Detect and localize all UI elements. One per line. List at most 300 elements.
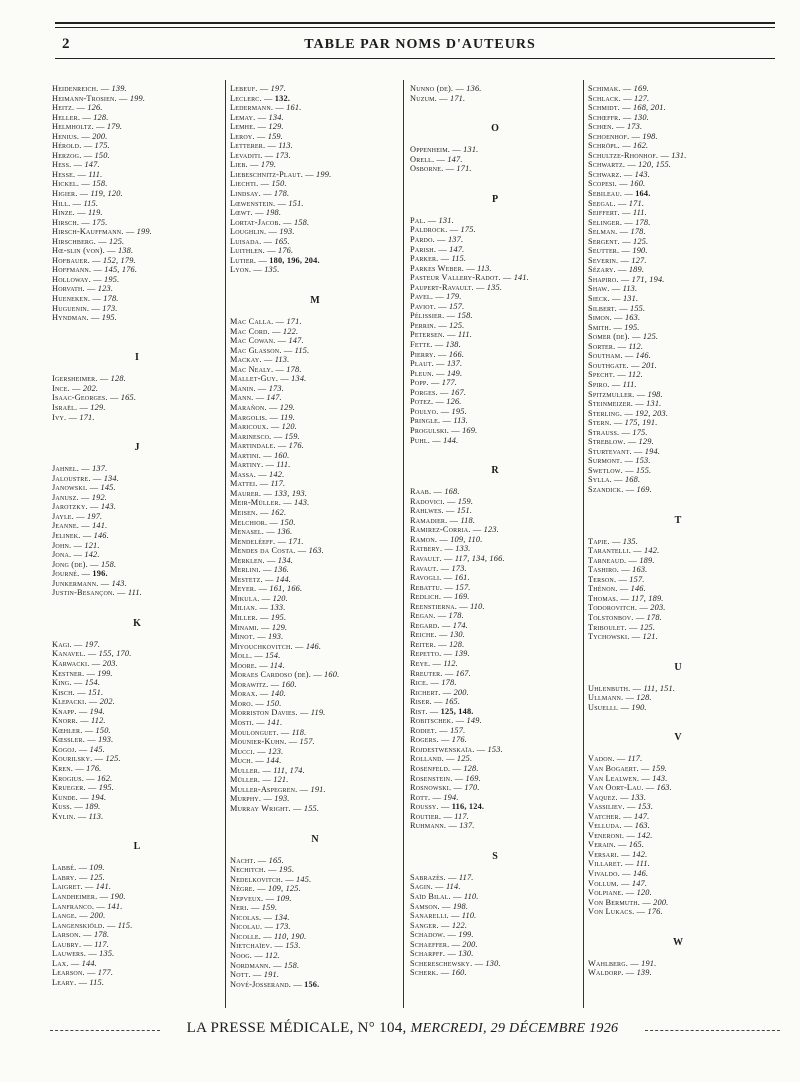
page-refs: 176. [647, 907, 663, 917]
index-entry [410, 764, 580, 774]
index-entry [230, 489, 400, 499]
author-name: Liebeschnitz-Plaut. — [230, 169, 317, 179]
page-refs: 119. [310, 708, 326, 718]
page-refs: 149. [446, 368, 463, 378]
page-refs: 157. [450, 725, 466, 735]
index-column-3 [410, 84, 580, 978]
page-refs: 167. [455, 668, 471, 678]
author-name: Schlack. — [588, 93, 635, 103]
author-name: Nordmann. — [230, 960, 284, 970]
author-name: Surmont. — [588, 456, 636, 466]
index-entry [52, 237, 222, 247]
page-refs: 110. [463, 892, 479, 902]
page-refs: 160. [274, 450, 290, 460]
page-refs: 111, 174. [273, 765, 305, 775]
page-refs: 151. [288, 198, 304, 208]
author-name: Veneroni. — [588, 830, 638, 840]
page-refs: 117. [627, 754, 643, 764]
index-entry [410, 949, 580, 959]
author-name: Villaret. — [588, 859, 636, 869]
index-entry [52, 579, 222, 589]
index-entry [410, 640, 580, 650]
section-spacer [52, 821, 222, 840]
author-name: Lemhe. — [230, 122, 269, 132]
author-name: Strauss. — [588, 427, 633, 437]
page-refs: 134. [268, 112, 284, 122]
author-name: Schœffr. — [588, 112, 634, 122]
author-name: Martini. — [230, 450, 275, 460]
author-name: Kœssler. — [52, 735, 99, 745]
page-refs: 176. [288, 441, 304, 451]
author-name: Neri. — [230, 903, 262, 913]
index-entry [588, 466, 768, 476]
page-refs: 137. [459, 821, 475, 831]
page-refs: 113. [622, 284, 638, 294]
author-name: Specht. — [588, 370, 629, 380]
index-entry [230, 932, 400, 942]
page-refs: 190. [632, 246, 648, 256]
page-refs: 137. [447, 235, 464, 245]
author-name: Martindale. — [230, 441, 289, 451]
page-refs: 125. [105, 754, 121, 764]
author-name: Hoffmann. — [52, 265, 105, 275]
page-refs: 144. [81, 958, 97, 968]
page-refs: 134. [274, 912, 290, 922]
author-name: Rist. — [410, 706, 441, 716]
index-entry [230, 179, 400, 189]
author-name: Regard. — [410, 620, 453, 630]
page-refs: 129. [638, 437, 654, 447]
author-name: Schröpl. — [588, 141, 634, 151]
page-refs: 158. [92, 179, 108, 189]
page-refs: 174. [452, 620, 469, 630]
index-entry [52, 764, 222, 774]
page-refs: 141. [92, 521, 108, 531]
page-refs: 200. [92, 131, 108, 141]
author-name: Rolland. — [410, 754, 457, 764]
author-name: Routier. — [410, 811, 455, 821]
page-refs: 136. [466, 84, 482, 93]
index-entry [588, 103, 768, 113]
index-entry [230, 199, 400, 209]
index-entry [230, 103, 400, 113]
author-name: Mendes da Costa. — [230, 546, 309, 556]
index-entry [52, 393, 222, 403]
page-refs: 125. [639, 622, 656, 632]
author-name: Martiny. — [230, 460, 277, 470]
author-name: Nunno (de). — [410, 84, 467, 93]
page-refs: 202. [99, 697, 116, 707]
index-entry [410, 911, 580, 921]
page-refs: 146. [632, 869, 649, 879]
author-name: Hyndman. — [52, 313, 102, 323]
index-entry [230, 922, 400, 932]
author-name: Hesse. — [52, 169, 89, 179]
author-name: Journé. — [52, 569, 93, 579]
index-entry [588, 256, 768, 266]
page-refs: 147. [631, 878, 648, 888]
index-entry [410, 688, 580, 698]
page-refs: 157. [629, 574, 645, 584]
index-entry [410, 882, 580, 892]
page-refs: 178. [630, 227, 646, 237]
index-entry [230, 374, 400, 384]
page-refs: 158. [100, 559, 117, 569]
page-refs: 143. [100, 502, 117, 512]
page-refs: 164. [635, 189, 651, 199]
author-name: Vassiliev. — [588, 802, 638, 812]
index-entry [410, 292, 580, 302]
author-name: Manin. — [230, 383, 269, 393]
page-refs: 180, 196, 204. [269, 255, 320, 265]
index-entry [230, 460, 400, 470]
index-entry [230, 775, 400, 785]
index-entry [410, 84, 580, 94]
index-entry [52, 716, 222, 726]
index-entry [230, 132, 400, 142]
index-entry [410, 697, 580, 707]
index-entry [52, 863, 222, 873]
index-entry [410, 388, 580, 398]
author-name: Loughlin. — [230, 227, 280, 237]
index-entry [230, 94, 400, 104]
index-entry [52, 707, 222, 717]
page-refs: 173. [451, 563, 467, 573]
index-entry [52, 502, 222, 512]
index-entry [52, 802, 222, 812]
page-refs: 113. [274, 355, 290, 365]
section-spacer [588, 745, 768, 754]
page-refs: 129. [271, 622, 288, 632]
author-name: Lange. — [52, 911, 91, 921]
index-entry [230, 594, 400, 604]
index-entry [588, 850, 768, 860]
index-entry [52, 930, 222, 940]
author-name: Krogius. — [52, 773, 98, 783]
author-name: Sorter. — [588, 341, 629, 351]
author-name: Wahlberg. — [588, 958, 642, 968]
index-entry [410, 793, 580, 803]
index-entry [230, 961, 400, 971]
author-name: Sabrazès. — [410, 872, 459, 882]
page-refs: 157. [455, 582, 471, 592]
author-name: Nicolle. — [230, 931, 275, 941]
author-name: Pasteur Vallery-Radot. — [410, 273, 514, 283]
page-refs: 116, 124. [451, 802, 485, 812]
page-refs: 175. [92, 217, 108, 227]
index-entry [410, 216, 580, 226]
index-entry [52, 640, 222, 650]
index-entry [410, 145, 580, 155]
index-entry [230, 84, 400, 94]
index-entry [230, 218, 400, 228]
index-entry [588, 361, 768, 371]
index-entry [410, 745, 580, 755]
index-entry [52, 256, 222, 266]
author-name: Paldrock. — [410, 225, 461, 235]
author-name: Knorr. — [52, 716, 91, 726]
index-entry [588, 603, 768, 613]
page-refs: 111. [127, 588, 142, 598]
index-entry [588, 613, 768, 623]
page-refs: 141. [95, 882, 112, 892]
author-name: Miller. — [230, 612, 271, 622]
page-refs: 150. [271, 179, 287, 189]
author-name: Mackay. — [230, 355, 275, 365]
author-name: Vaquez. — [588, 792, 631, 802]
index-entry [230, 689, 400, 699]
page-refs: 125. [89, 872, 106, 882]
author-name: Tarneaud. — [588, 555, 640, 565]
section-letter: O [491, 123, 499, 135]
author-name: Schœn. — [588, 122, 627, 132]
author-name: Hofbauer. — [52, 255, 103, 265]
author-name: Nacht. — [230, 855, 269, 865]
author-name: Nicolau. — [230, 922, 276, 932]
page-refs: 117, 134, 166. [454, 553, 505, 563]
author-name: Hérold. — [52, 141, 95, 151]
author-name: Rahlwes. — [410, 506, 457, 516]
column-divider [225, 80, 226, 1008]
index-entry [410, 416, 580, 426]
author-name: Mac Calla. — [230, 317, 287, 327]
page-refs: 146. [93, 530, 109, 540]
author-name: Sanger. — [410, 920, 452, 930]
index-entry [52, 793, 222, 803]
index-entry [52, 313, 222, 323]
index-entry [410, 426, 580, 436]
index-entry [52, 978, 222, 988]
page-refs: 193. [98, 735, 114, 745]
page-refs: 153. [487, 744, 503, 754]
page-refs: 200. [90, 911, 106, 921]
index-entry [410, 621, 580, 631]
author-name: Lax. — [52, 958, 82, 968]
page-refs: 190. [631, 702, 647, 712]
page-refs: 117. [454, 811, 469, 821]
page-refs: 195. [104, 274, 120, 284]
index-entry [52, 103, 222, 113]
index-entry [52, 179, 222, 189]
page-refs: 192, 203. [635, 408, 669, 418]
index-entry [588, 284, 768, 294]
index-entry [52, 697, 222, 707]
author-name: Moraes Cardoso (de). — [230, 670, 325, 680]
page-refs: 160. [630, 179, 646, 189]
index-entry [230, 766, 400, 776]
page-refs: 133, 193. [274, 488, 308, 498]
index-entry [230, 699, 400, 709]
header-top-rule [55, 22, 775, 24]
author-name: Kuss. — [52, 802, 86, 812]
author-name: Moore. — [230, 660, 271, 670]
page-refs: 120. [281, 422, 297, 432]
author-name: Schadow. — [410, 930, 459, 940]
section-spacer [230, 308, 400, 317]
index-entry [230, 451, 400, 461]
page-refs: 147. [288, 336, 304, 346]
section-spacer [410, 445, 580, 464]
author-name: Jahnel. — [52, 464, 93, 474]
page-refs: 169. [465, 773, 481, 783]
page-refs: 153. [637, 802, 654, 812]
page-refs: 198. [265, 208, 282, 218]
page-refs: 132. [274, 93, 291, 103]
page-refs: 137. [92, 464, 108, 474]
author-name: Sturtevant. — [588, 446, 645, 456]
author-name: Larson. — [52, 930, 94, 940]
page-refs: 151. [456, 506, 473, 516]
index-entry [52, 968, 222, 978]
index-entry [410, 554, 580, 564]
page-refs: 171. [456, 164, 472, 174]
author-name: Jong (de). — [52, 559, 101, 569]
author-name: Labry. — [52, 872, 90, 882]
author-name: Perrin. — [410, 320, 450, 330]
index-entry [588, 189, 768, 199]
author-name: Ravogli. — [410, 573, 455, 583]
author-name: Lieb. — [230, 160, 261, 170]
page-refs: 130. [633, 112, 650, 122]
author-name: Maurer. — [230, 488, 275, 498]
index-entry [230, 603, 400, 613]
page-refs: 120. [272, 593, 288, 603]
index-entry [230, 756, 400, 766]
index-entry [410, 630, 580, 640]
author-name: Parish. — [410, 244, 450, 254]
author-name: Merlini. — [230, 565, 274, 575]
index-entry [230, 980, 400, 990]
section-spacer [230, 813, 400, 832]
author-name: Thomas. — [588, 593, 632, 603]
author-name: Southam. — [588, 351, 636, 361]
author-name: Miyouchkovitch. — [230, 641, 306, 651]
index-entry [410, 273, 580, 283]
page-refs: 141. [513, 273, 530, 283]
author-name: Schereschewsky. — [410, 958, 486, 968]
index-entry [588, 703, 768, 713]
page-refs: 135. [622, 536, 639, 546]
section-spacer [52, 455, 222, 464]
page-refs: 150. [280, 517, 296, 527]
page-refs: 193. [268, 632, 284, 642]
author-name: Schaeffer. — [410, 939, 463, 949]
author-name: Osborne. — [410, 164, 457, 174]
page-refs: 194. [90, 792, 107, 802]
index-entry [588, 237, 768, 247]
page-refs: 125. [109, 236, 125, 246]
page-refs: 201. [641, 360, 658, 370]
index-entry [230, 584, 400, 594]
author-name: Ravaut. — [410, 563, 452, 573]
index-entry [588, 151, 768, 161]
author-name: Kourilsky. — [52, 754, 106, 764]
page-refs: 111. [632, 208, 647, 218]
index-entry [230, 642, 400, 652]
page-refs: 133. [630, 792, 647, 802]
author-name: Laigret. — [52, 882, 96, 892]
author-name: Rice. — [410, 678, 442, 688]
index-entry [410, 968, 580, 978]
index-entry [588, 879, 768, 889]
author-name: Menasel. — [230, 527, 278, 537]
author-name: Krueger. — [52, 783, 99, 793]
author-name: Southgate. — [588, 360, 642, 370]
author-name: Rreuter. — [410, 668, 456, 678]
section-spacer [52, 422, 222, 441]
page-refs: 109. [89, 863, 105, 873]
page-refs: 125. [642, 332, 659, 342]
page-refs: 129. [90, 402, 106, 412]
index-entry [230, 256, 400, 266]
author-name: Pierry. — [410, 349, 449, 359]
page-refs: 169. [633, 84, 649, 93]
index-entry [230, 208, 400, 218]
author-name: Raab. — [410, 487, 445, 497]
author-name: Meisen. — [230, 507, 271, 517]
author-name: Ruhmann. — [410, 821, 460, 831]
author-name: Sanarelli. — [410, 911, 462, 921]
section-spacer [410, 207, 580, 216]
index-entry [410, 821, 580, 831]
index-entry [230, 237, 400, 247]
index-entry [52, 745, 222, 755]
index-entry [410, 583, 580, 593]
index-entry [588, 208, 768, 218]
author-name: Nietchaïev. — [230, 941, 286, 951]
author-name: Schwartz. — [588, 160, 639, 170]
header-top-rule-thin [55, 27, 775, 28]
author-name: Potez. — [410, 397, 447, 407]
index-entry [52, 940, 222, 950]
page-refs: 112. [443, 658, 459, 668]
page-refs: 120, 155. [638, 160, 672, 170]
section-spacer [410, 174, 580, 193]
author-name: Moll. — [230, 651, 266, 661]
index-entry [230, 432, 400, 442]
author-name: Jaloustre. — [52, 473, 104, 483]
page-refs: 119, 120. [90, 189, 123, 199]
page-refs: 146. [305, 641, 322, 651]
index-entry [588, 275, 768, 285]
author-name: Nott. — [230, 970, 264, 980]
index-entry [410, 369, 580, 379]
index-entry [230, 170, 400, 180]
page-refs: 162. [270, 507, 287, 517]
page-refs: 199. [129, 93, 146, 103]
author-name: Velluda. — [588, 821, 635, 831]
author-name: Van Oort-Lau. — [588, 783, 657, 793]
page-refs: 136. [277, 527, 293, 537]
page-refs: 143. [294, 498, 310, 508]
page-refs: 114. [270, 660, 285, 670]
page-refs: 111. [276, 460, 291, 470]
author-name: Mosti. — [230, 718, 268, 727]
author-name: Richert. — [410, 687, 454, 697]
section-letter: P [491, 193, 499, 205]
index-entry [230, 856, 400, 866]
page-refs: 121. [84, 540, 100, 550]
author-name: Murray Wright. — [230, 803, 304, 813]
author-name: Swetlow. — [588, 465, 636, 475]
author-name: Fette. — [410, 340, 446, 350]
index-entry [588, 456, 768, 466]
author-name: Leroy. — [230, 131, 268, 141]
author-name: Learson. — [52, 968, 98, 978]
page-refs: 160. [324, 670, 340, 680]
author-name: Rodiet. — [410, 725, 451, 735]
section-spacer [588, 642, 768, 661]
